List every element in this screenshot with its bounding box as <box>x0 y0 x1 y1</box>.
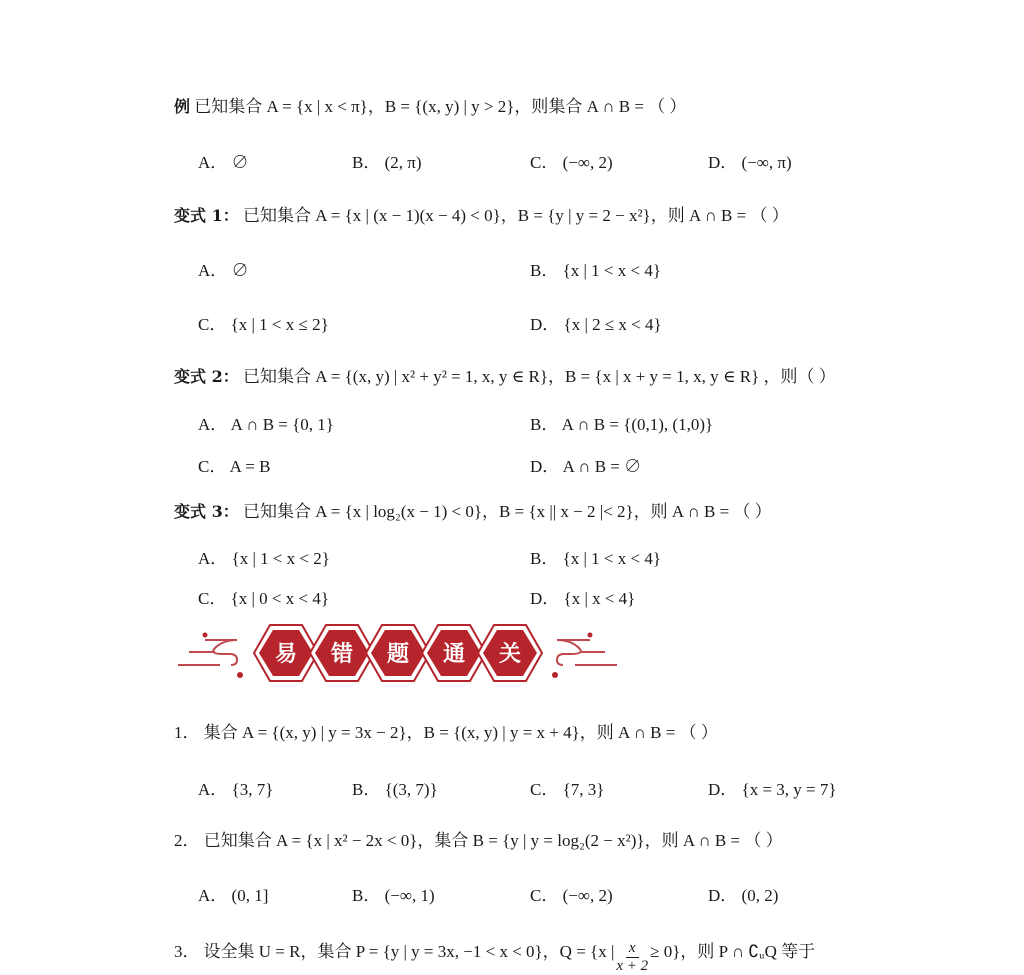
problem3-question <box>174 932 816 974</box>
problem3-fraction <box>616 940 648 975</box>
banner-graphic <box>175 622 620 684</box>
right-swirl-decoration <box>557 640 617 665</box>
variant2-option-b: B． A ∩ B = {(0,1), (1,0)} <box>530 415 714 434</box>
problem1-stem: 集合 A = {(x, y) | y = 3x − 2}，B = {(x, y) | y = x + 4}，则 A ∩ B = （ ） <box>203 723 718 742</box>
problem3-stem-a: 设全集 U = R，集合 P = {y | y = 3x, −1 < x < 0}，Q = {x | <box>203 942 615 961</box>
problem3-label: 3． <box>174 942 200 961</box>
example-option-a: A． ∅ <box>198 153 249 172</box>
problem1-option-a: A． {3, 7} <box>198 780 274 799</box>
banner-hexagon <box>366 625 430 681</box>
variant1-stem: 已知集合 A = {x | (x − 1)(x − 4) < 0}，B = {y | y = 2 − x²}，则 A ∩ B = （ ） <box>242 206 789 225</box>
problem3-stem-b: ≥ 0}，则 P ∩ ∁ᵤQ 等于 <box>650 942 816 961</box>
variant3-option-b: B． {x | 1 < x < 4} <box>530 549 661 568</box>
variant2-option-a: A． A ∩ B = {0, 1} <box>198 415 334 434</box>
example-option-d: D． (−∞, π) <box>708 153 792 172</box>
example-option-b: B． (2, π) <box>352 153 422 172</box>
variant3-option-a: A． {x | 1 < x < 2} <box>198 549 330 568</box>
problem2-question <box>174 826 783 851</box>
example-question <box>174 92 686 117</box>
variant3-option-c: C． {x | 0 < x < 4} <box>198 589 329 608</box>
banner-hexagon <box>422 625 486 681</box>
variant1-option-c: C． {x | 1 < x ≤ 2} <box>198 315 329 334</box>
variant1-question <box>174 201 789 226</box>
variant3-option-d: D． {x | x < 4} <box>530 589 636 608</box>
variant2-question <box>174 362 836 387</box>
variant1-option-b: B． {x | 1 < x < 4} <box>530 261 661 280</box>
banner-hexagon <box>254 625 318 681</box>
banner-hexagon <box>310 625 374 681</box>
banner-char: 错 <box>330 642 354 667</box>
example-option-c: C． (−∞, 2) <box>530 153 613 172</box>
banner-char: 题 <box>386 642 410 667</box>
problem2-option-b: B． (−∞, 1) <box>352 886 435 905</box>
variant2-option-d: D． A ∩ B = ∅ <box>530 457 642 476</box>
banner-char: 通 <box>442 642 466 667</box>
banner-char: 关 <box>498 642 522 667</box>
example-stem: 已知集合 A = {x | x < π}，B = {(x, y) | y > 2}，则集合 A ∩ B = （ ） <box>194 97 687 116</box>
problem1-option-d: D． {x = 3, y = 7} <box>708 780 837 799</box>
problem2-option-d: D． (0, 2) <box>708 886 779 905</box>
example-label: 例 <box>174 97 191 116</box>
problem2-option-c: C． (−∞, 2) <box>530 886 613 905</box>
fraction-numerator: x <box>626 940 639 958</box>
banner-hexagon <box>478 625 542 681</box>
left-swirl-decoration <box>178 640 237 665</box>
variant2-option-c: C． A = B <box>198 457 271 476</box>
problem2-label: 2． <box>174 831 200 850</box>
problem1-option-b: B． {(3, 7)} <box>352 780 438 799</box>
section-banner <box>175 622 620 684</box>
problem2-option-a: A． (0, 1] <box>198 886 269 905</box>
problem2-stem: 已知集合 A = {x | x² − 2x < 0}，集合 B = {y | y = log₂(2 − x²)}，则 A ∩ B = （ ） <box>203 831 783 850</box>
problem1-option-c: C． {7, 3} <box>530 780 605 799</box>
variant1-option-d: D． {x | 2 ≤ x < 4} <box>530 315 662 334</box>
banner-char: 易 <box>274 642 298 667</box>
variant2-stem: 已知集合 A = {(x, y) | x² + y² = 1, x, y ∈ R}，B = {x | x + y = 1, x, y ∈ R} ，则（ ） <box>242 367 836 386</box>
variant3-label: 变式 3： <box>174 502 239 521</box>
variant3-stem: 已知集合 A = {x | log₂(x − 1) < 0}，B = {x || x − 2 |< 2}，则 A ∩ B = （ ） <box>242 502 772 521</box>
variant1-label: 变式 1： <box>174 206 239 225</box>
variant3-question <box>174 497 772 522</box>
variant1-option-a: A． ∅ <box>198 261 249 280</box>
problem1-label: 1． <box>174 723 200 742</box>
fraction-denominator: x + 2 <box>616 958 649 974</box>
variant2-label: 变式 2： <box>174 367 239 386</box>
problem1-question <box>174 718 718 743</box>
